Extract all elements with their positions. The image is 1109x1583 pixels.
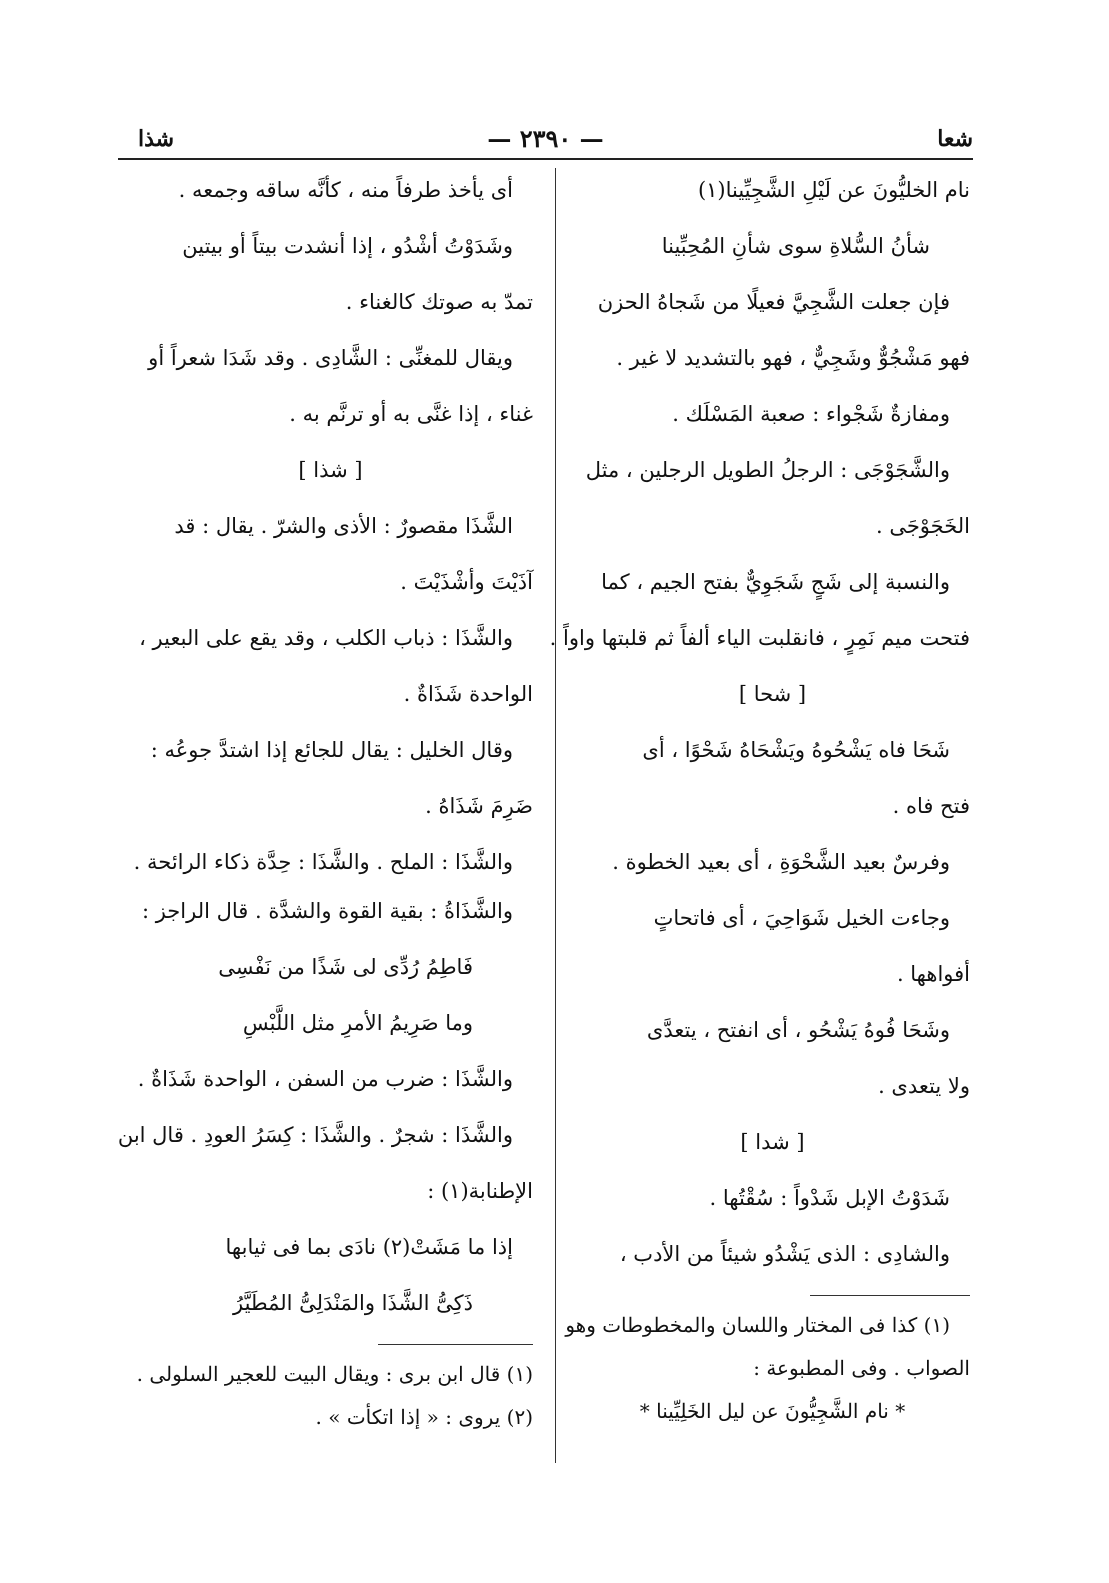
text-line: والنسبة إلى شَجٍ شَجَوِيٌّ بفتح الجيم ، كما xyxy=(601,570,950,594)
text-line: وشَحَا فُوهُ يَشْحُو ، أى انفتح ، يتعدَّى xyxy=(646,1018,950,1042)
text-line: شَحَا فاه يَشْحُوهُ ويَشْحَاهُ شَحْوًا ، أى xyxy=(642,738,950,762)
text-line: والشَّجَوْجَى : الرجلُ الطويل الرجلين ، مثل xyxy=(585,458,950,482)
footnote-rule xyxy=(378,1344,533,1345)
footnote: (٢) يروى : « إذا اتكأت » . xyxy=(315,1405,533,1429)
verse-line: ذَكِىُّ الشَّذَا والمَنْدَلِىُّ المُطَيَّرُ xyxy=(232,1291,473,1315)
text-line: أفواهها . xyxy=(896,962,970,986)
header-rule xyxy=(118,158,973,160)
text-line: ضَرِمَ شَذَاهُ . xyxy=(425,794,533,818)
text-line: والشَّذَا : ذباب الكلب ، وقد يقع على البعير ، xyxy=(139,626,513,650)
text-line: وقال الخليل : يقال للجائع إذا اشتدَّ جوعُه : xyxy=(150,738,513,762)
verse-line: فَاطِمُ رُدِّى لى شَذًا من نَفْسِى xyxy=(218,955,473,979)
text-line: والشَّذَا : ضرب من السفن ، الواحدة شَذَاةٌ . xyxy=(137,1067,513,1091)
footnote: (١) قال ابن برى : ويقال البيت للعجير السلولى . xyxy=(136,1362,533,1386)
verse-line: نام الخليُّونَ عن لَيْلِ الشَّجِيِّينا(١) xyxy=(697,178,970,202)
text-line: ولا يتعدى . xyxy=(878,1074,970,1098)
text-line: فتحت ميم نَمِرٍ ، فانقلبت الياء ألفاً ثم قلبتها واواً . xyxy=(549,626,970,650)
text-line: فإن جعلت الشَّجِيَّ فعيلًا من شَجاهُ الحزن xyxy=(597,290,950,314)
text-line: والشادِى : الذى يَشْدُو شيئاً من الأدب ، xyxy=(619,1242,950,1266)
footnote-rule xyxy=(810,1295,970,1296)
text-line: والشَّذَا : شجرٌ . والشَّذَا : كِسَرُ العودِ . قال ابن xyxy=(117,1123,513,1147)
text-line: وفرسٌ بعيد الشَّحْوَةِ ، أى بعيد الخطوة . xyxy=(612,850,950,874)
verse-line: وما صَرِيمُ الأمرِ مثل اللَّبْسِ xyxy=(242,1011,473,1035)
text-line: الخَجَوْجَى . xyxy=(875,514,970,538)
text-line: غناء ، إذا غنَّى به أو ترنَّم به . xyxy=(289,402,533,426)
text-line: ومفازةٌ شَجْواء : صعبة المَسْلَك . xyxy=(672,402,950,426)
page-number: — ٢٣٩٠ — xyxy=(487,124,604,153)
verse-line: إذا ما مَشَتْ(٢) نادَى بما فى ثيابها xyxy=(225,1235,513,1259)
verse-line: شأنُ السُّلاةِ سوى شأنِ المُحِبِّينا xyxy=(661,234,930,258)
page-header xyxy=(118,120,973,160)
footnote: الصواب . وفى المطبوعة : xyxy=(753,1356,970,1380)
text-line: فهو مَشْجُوٌّ وشَجِيٌّ ، فهو بالتشديد لا غير . xyxy=(616,346,970,370)
text-line: أى يأخذ طرفاً منه ، كأنَّه ساقه وجمعه . xyxy=(178,178,513,202)
text-line: ويقال للمغنِّى : الشَّادِى . وقد شَدَا شعراً أو xyxy=(148,346,513,370)
left-column xyxy=(117,175,533,1445)
header-right-entry: شعا xyxy=(937,126,973,152)
text-line: والشَّذَا : الملح . والشَّذَا : حِدَّة ذكاء الرائحة . xyxy=(133,850,513,874)
text-line: آذَيْتَ وأشْذَيْتَ . xyxy=(400,570,533,594)
entry-heading-shadha: [ شذا ] xyxy=(298,458,363,482)
footnote: (١) كذا فى المختار واللسان والمخطوطات وهو xyxy=(565,1313,950,1337)
entry-heading-shaha: [ شحا ] xyxy=(738,682,807,706)
text-line: فتح فاه . xyxy=(892,794,970,818)
footnote-verse: * نام الشَّجِيُّونَ عن ليل الخَلِيِّينا * xyxy=(639,1399,906,1423)
entry-heading-shada: [ شدا ] xyxy=(740,1130,805,1154)
header-left-entry: شذا xyxy=(138,126,175,152)
text-line: وشَدَوْتُ أشْدُو ، إذا أنشدت بيتاً أو بيتين xyxy=(182,234,513,258)
column-divider xyxy=(555,168,556,1463)
text-line: الشَّذَا مقصورٌ : الأذى والشرّ . يقال : قد xyxy=(174,514,513,538)
right-column xyxy=(549,175,970,1452)
text-line: الإطنابة(١) : xyxy=(427,1179,533,1203)
text-line: تمدّ به صوتك كالغناء . xyxy=(345,290,533,314)
text-line: الواحدة شَذَاةٌ . xyxy=(403,682,533,706)
text-line: وجاءت الخيل شَوَاحِيَ ، أى فاتحاتٍ xyxy=(653,906,950,930)
text-line: والشَّذَاةُ : بقية القوة والشدَّة . قال الراجز : xyxy=(141,899,513,923)
text-line: شَدَوْتُ الإبل شَدْواً : سُقْتُها . xyxy=(709,1186,950,1210)
